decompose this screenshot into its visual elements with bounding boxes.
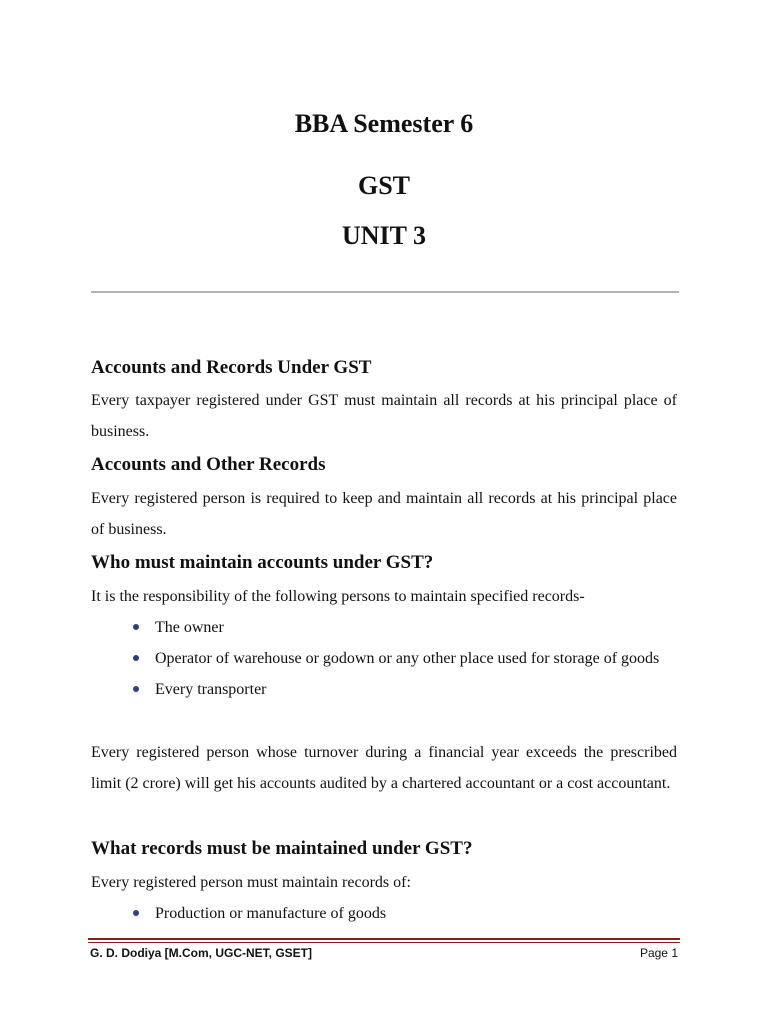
footer-divider	[88, 938, 680, 940]
unit-title: UNIT 3	[341, 221, 427, 250]
footer-divider-thin	[88, 942, 680, 943]
bullet-list-what-records	[130, 898, 670, 929]
section-heading-accounts-records: Accounts and Records Under GST	[91, 357, 372, 378]
bullet-icon	[133, 624, 139, 630]
bullet-icon	[133, 910, 139, 916]
document-title: BBA Semester 6	[294, 109, 474, 138]
list-item-text: The owner	[155, 619, 224, 636]
section-text-accounts-records: Every taxpayer registered under GST must maintain all records at his principal place of business.	[91, 392, 677, 440]
section-text-other-records: Every registered person is required to keep and maintain all records at his principal place of business.	[91, 490, 677, 538]
list-item	[130, 674, 670, 705]
header-divider	[91, 291, 679, 293]
footer-author: G. D. Dodiya [M.Com, UGC-NET, GSET]	[90, 946, 313, 960]
page-number: Page 1	[639, 946, 678, 960]
bullet-list-who-maintains	[130, 612, 670, 705]
section-heading-other-records: Accounts and Other Records	[91, 454, 326, 475]
list-item	[130, 898, 670, 929]
section-intro-what-records: Every registered person must maintain records of:	[91, 874, 411, 891]
bullet-icon	[133, 686, 139, 692]
section-intro-who-maintains: It is the responsibility of the following persons to maintain specified records-	[91, 588, 585, 605]
list-item-text: Production or manufacture of goods	[155, 905, 387, 922]
section-text-audit: Every registered person whose turnover during a financial year exceeds the prescribed limit (2 crore) will get his accounts audited by a chartered accountant or a cost accountant.	[91, 744, 677, 792]
section-heading-what-records: What records must be maintained under GST?	[91, 838, 473, 859]
bullet-icon	[133, 655, 139, 661]
list-item-text: Every transporter	[155, 681, 267, 698]
subject-title: GST	[357, 171, 411, 200]
list-item	[130, 612, 670, 643]
list-item-text: Operator of warehouse or godown or any other place used for storage of goods	[155, 650, 660, 667]
list-item	[130, 643, 670, 674]
section-heading-who-maintains: Who must maintain accounts under GST?	[91, 552, 434, 573]
